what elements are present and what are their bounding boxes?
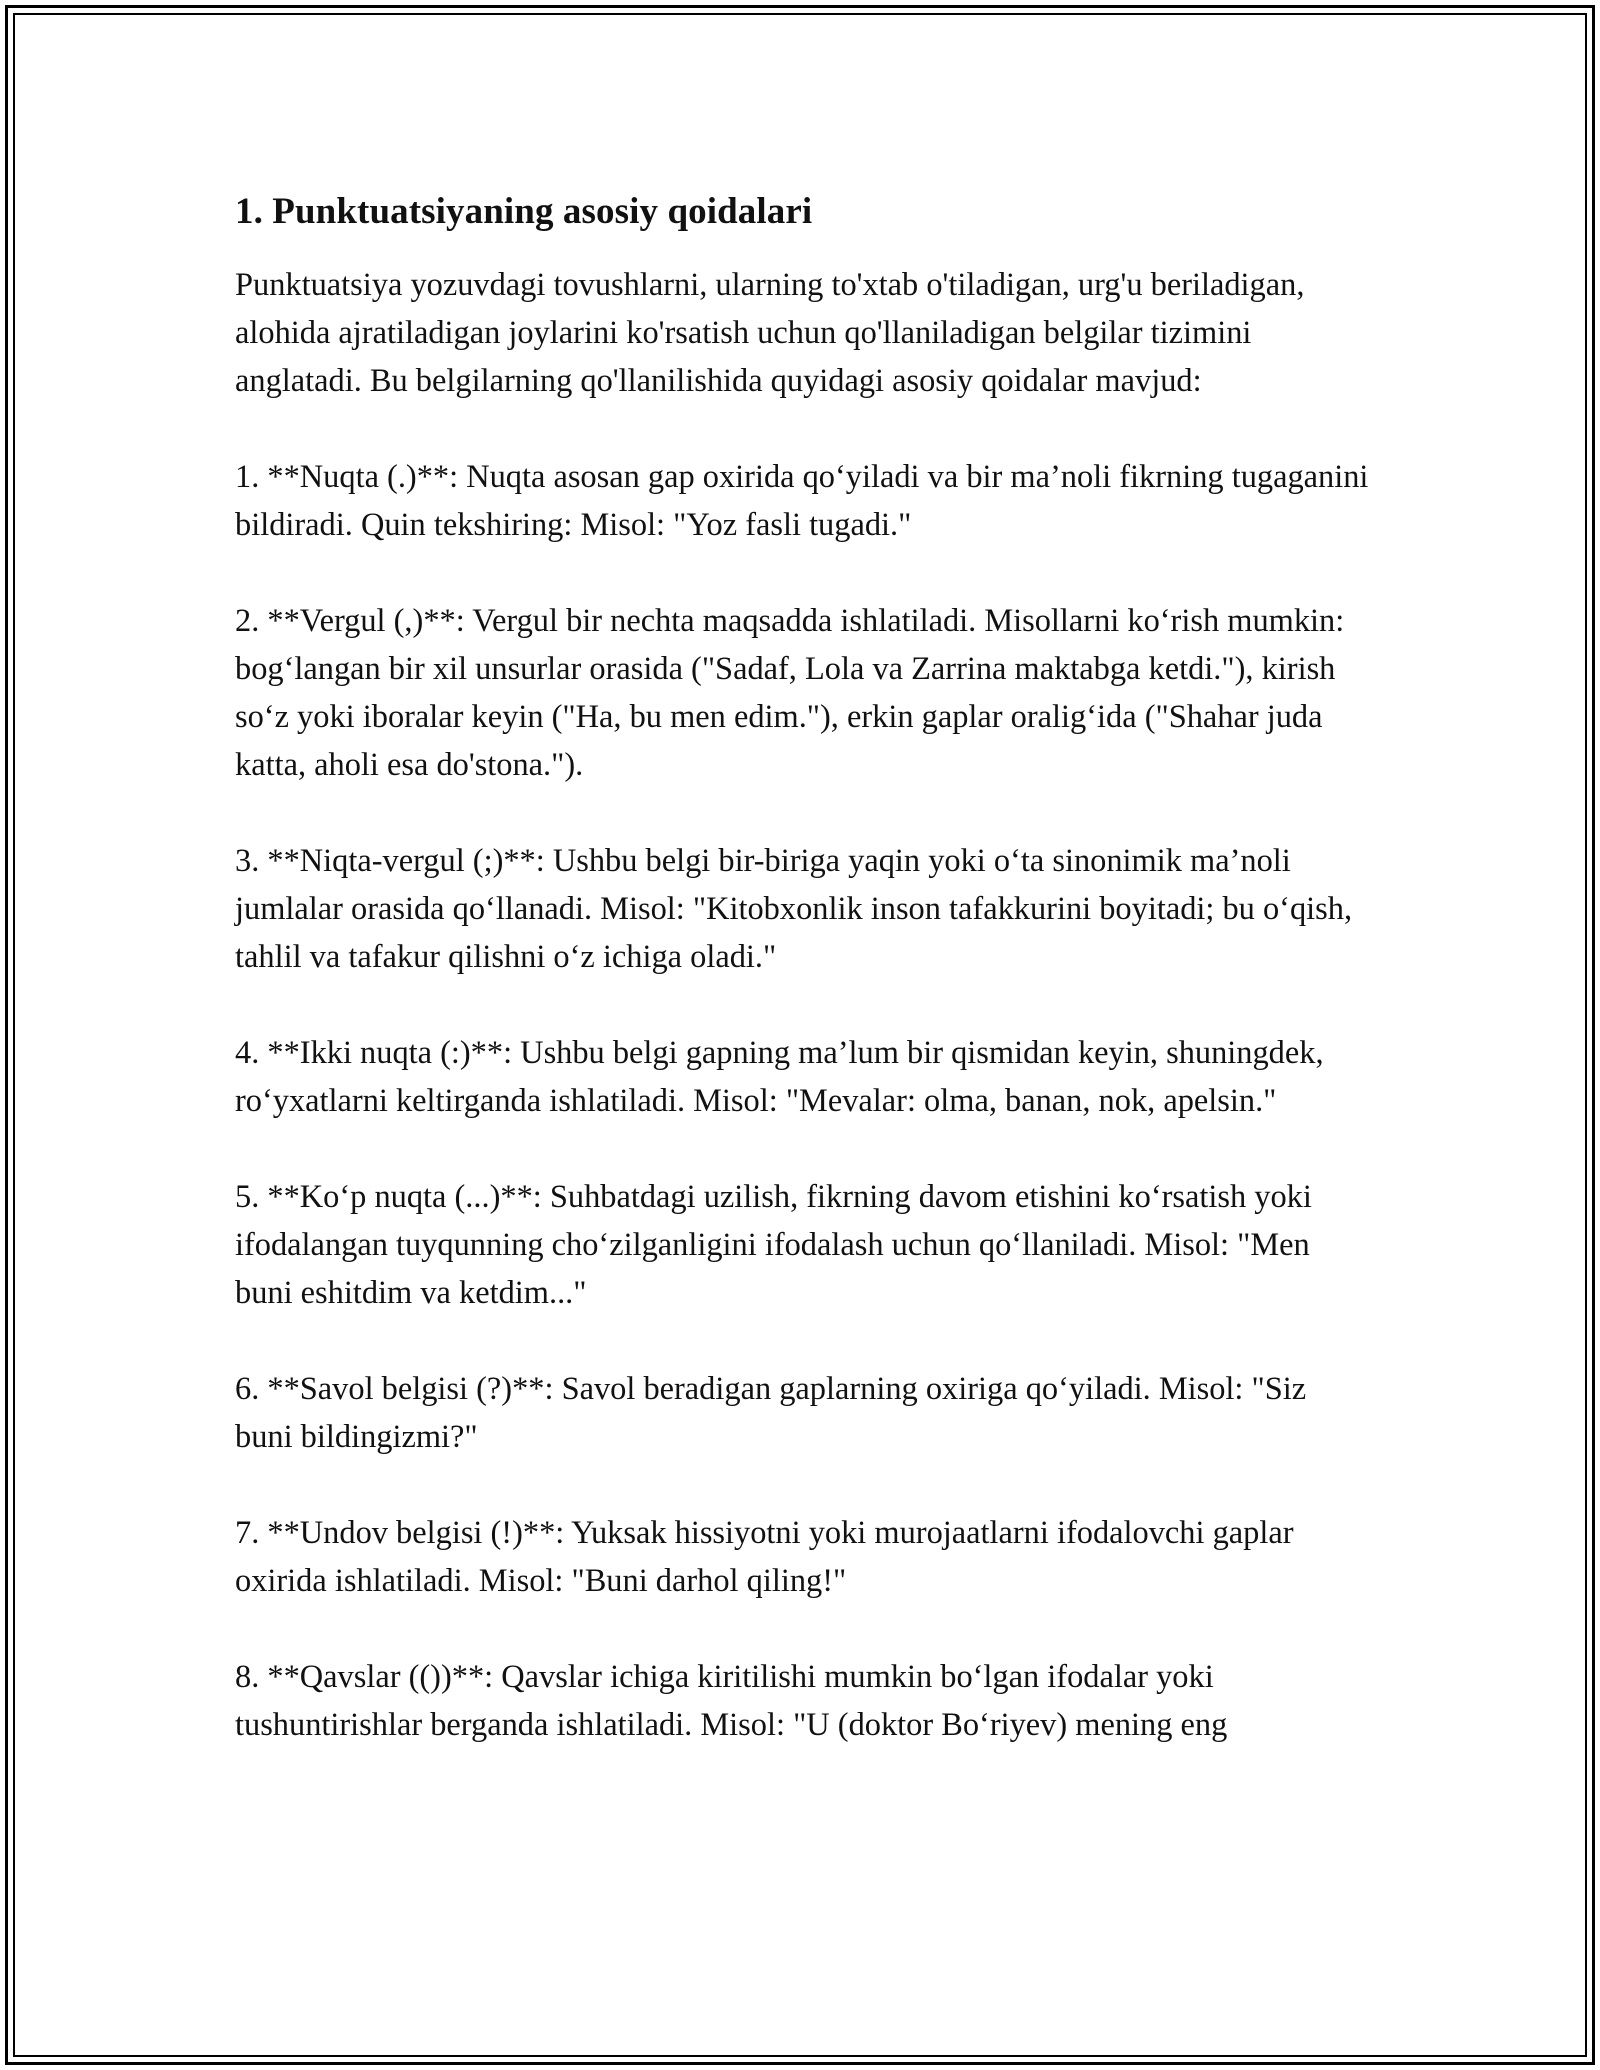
rule-item-nuqta: 1. **Nuqta (.)**: Nuqta asosan gap oxirida qo‘yiladi va bir ma’noli fikrning tugaganini bildiradi. Quin tekshiring: Misol: "Yoz fasli tugadi." xyxy=(235,459,1369,543)
rule-item-vergul: 2. **Vergul (,)**: Vergul bir nechta maqsadda ishlatiladi. Misollarni ko‘rish mumkin: bog‘langan bir xil unsurlar orasida ("Sadaf, Lola va Zarrina maktabga ketdi."), kirish so‘z yoki iboralar keyin ("Ha, bu men edim."), erkin gaplar oralig‘ida ("Shahar juda katta, aholi esa do'stona."). xyxy=(235,603,1345,783)
section-heading: 1. Punktuatsiyaning asosiy qoidalari xyxy=(235,191,813,232)
intro-paragraph: Punktuatsiya yozuvdagi tovushlarni, ularning to'xtab o'tiladigan, urg'u beriladigan, alohida ajratiladigan joylarini ko'rsatish uchun qo'llaniladigan belgilar tizimini anglatadi. Bu belgilarning qo'llanilishida quyidagi asosiy qoidalar mavjud: xyxy=(235,267,1305,399)
document-body xyxy=(235,188,1370,1749)
rule-item-kop-nuqta: 5. **Ko‘p nuqta (...)**: Suhbatdagi uzilish, fikrning davom etishini ko‘rsatish yoki ifodalangan tuyqunning cho‘zilganligini ifodalash uchun qo‘llaniladi. Misol: "Men buni eshitdim va ketdim..." xyxy=(235,1179,1312,1311)
rule-item-nuqta-vergul: 3. **Niqta-vergul (;)**: Ushbu belgi bir-biriga yaqin yoki o‘ta sinonimik ma’noli jumlalar orasida qo‘llanadi. Misol: "Kitobxonlik inson tafakkurini boyitadi; bu o‘qish, tahlil va tafakur qilishni o‘z ichiga oladi." xyxy=(235,843,1353,975)
rule-item-undov-belgisi: 7. **Undov belgisi (!)**: Yuksak hissiyotni yoki murojaatlarni ifodalovchi gaplar oxirida ishlatiladi. Misol: "Buni darhol qiling!" xyxy=(235,1515,1294,1599)
rule-item-qavslar: 8. **Qavslar (())**: Qavslar ichiga kiritilishi mumkin bo‘lgan ifodalar yoki tushuntirishlar berganda ishlatiladi. Misol: "U (doktor Bo‘riyev) mening eng xyxy=(235,1659,1228,1743)
rule-item-savol-belgisi: 6. **Savol belgisi (?)**: Savol beradigan gaplarning oxiriga qo‘yiladi. Misol: "Siz buni bildingizmi?" xyxy=(235,1371,1307,1455)
rule-item-ikki-nuqta: 4. **Ikki nuqta (:)**: Ushbu belgi gapning ma’lum bir qismidan keyin, shuningdek, ro‘yxatlarni keltirganda ishlatiladi. Misol: "Mevalar: olma, banan, nok, apelsin." xyxy=(235,1035,1324,1119)
